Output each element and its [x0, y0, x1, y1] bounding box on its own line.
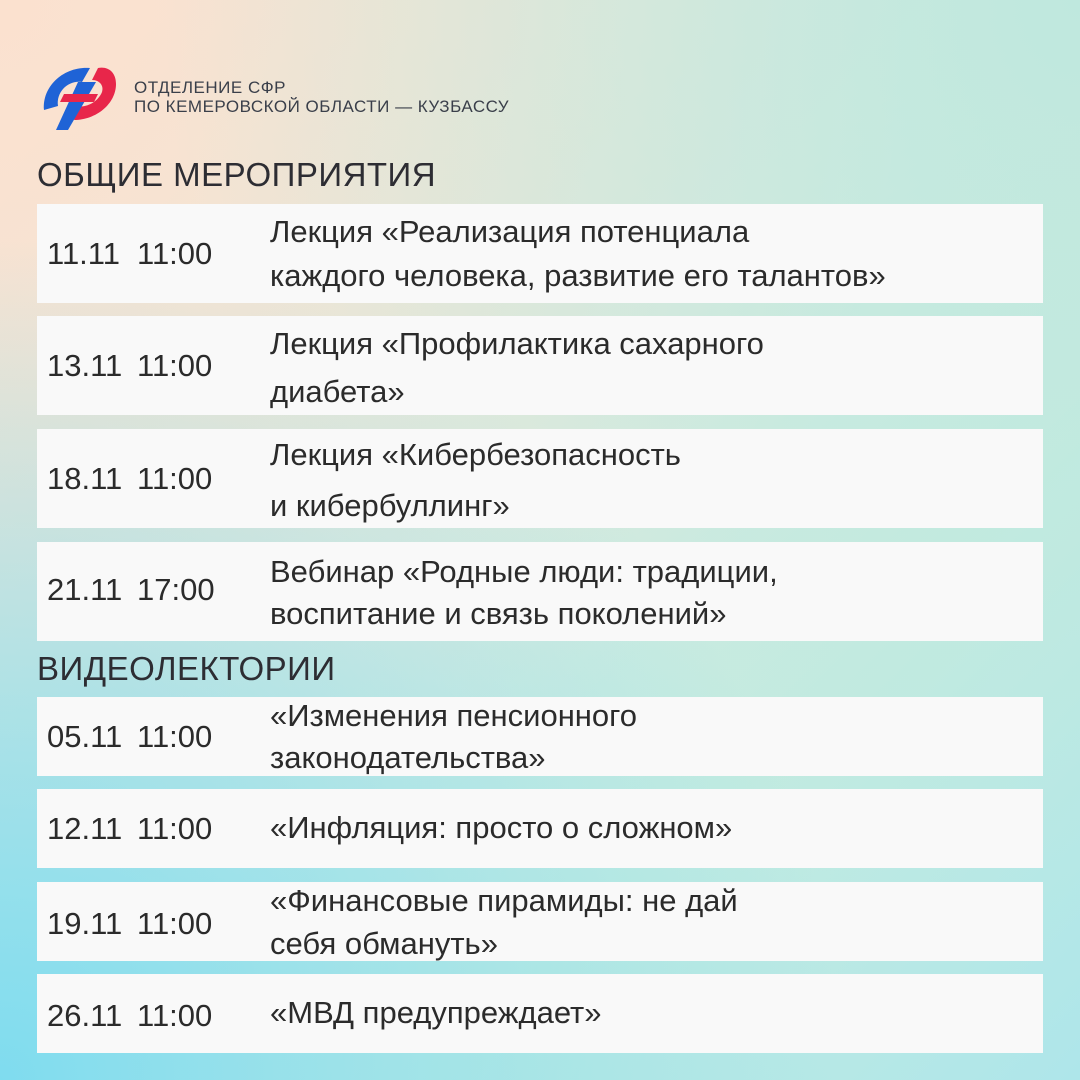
event-date: 26.11 [47, 998, 123, 1033]
event-time: 11:00 [137, 719, 213, 754]
event-title-line2: диабета» [270, 374, 405, 409]
event-row [37, 429, 1043, 528]
event-title-line2: себя обмануть» [270, 926, 498, 961]
event-row [37, 789, 1043, 868]
event-time: 11:00 [137, 461, 213, 496]
event-title-line1: Лекция «Реализация потенциала [270, 214, 750, 249]
event-date: 12.11 [47, 811, 123, 846]
event-date: 18.11 [47, 461, 123, 496]
section-title-video-lectures: ВИДЕОЛЕКТОРИИ [37, 650, 336, 687]
event-title-line1: Вебинар «Родные люди: традиции, [270, 554, 778, 589]
event-date: 13.11 [47, 348, 123, 383]
section-title-general-events: ОБЩИЕ МЕРОПРИЯТИЯ [37, 156, 437, 193]
event-row [37, 204, 1043, 303]
event-title-line2: каждого человека, развитие его талантов» [270, 258, 886, 293]
event-row [37, 882, 1043, 961]
organization-name [134, 78, 509, 116]
event-title-line1: «Инфляция: просто о сложном» [270, 810, 733, 845]
event-title-line1: Лекция «Кибербезопасность [270, 437, 681, 472]
organization-name-line1: ОТДЕЛЕНИЕ СФР [134, 78, 286, 97]
event-title-line1: «МВД предупреждает» [270, 995, 602, 1030]
organization-name-line2: ПО КЕМЕРОВСКОЙ ОБЛАСТИ — КУЗБАССУ [134, 97, 510, 116]
event-time: 11:00 [137, 811, 213, 846]
sfr-logo-icon [38, 60, 122, 132]
event-date: 11.11 [47, 236, 120, 271]
event-title-line1: «Изменения пенсионного [270, 698, 638, 733]
event-date: 21.11 [47, 572, 123, 607]
event-title-line1: «Финансовые пирамиды: не дай [270, 883, 738, 918]
event-time: 11:00 [137, 236, 213, 271]
event-title-line1: Лекция «Профилактика сахарного [270, 326, 764, 361]
event-date: 05.11 [47, 719, 123, 754]
event-row [37, 316, 1043, 415]
event-title-line2: воспитание и связь поколений» [270, 596, 727, 631]
event-row [37, 542, 1043, 641]
event-time: 11:00 [137, 348, 213, 383]
event-time: 11:00 [137, 906, 213, 941]
event-time: 11:00 [137, 998, 213, 1033]
event-row [37, 974, 1043, 1053]
event-title-line2: и кибербуллинг» [270, 488, 510, 523]
header [38, 60, 598, 132]
event-date: 19.11 [47, 906, 123, 941]
event-row [37, 697, 1043, 776]
event-time: 17:00 [137, 572, 215, 607]
event-title-line2: законодательства» [270, 740, 546, 775]
